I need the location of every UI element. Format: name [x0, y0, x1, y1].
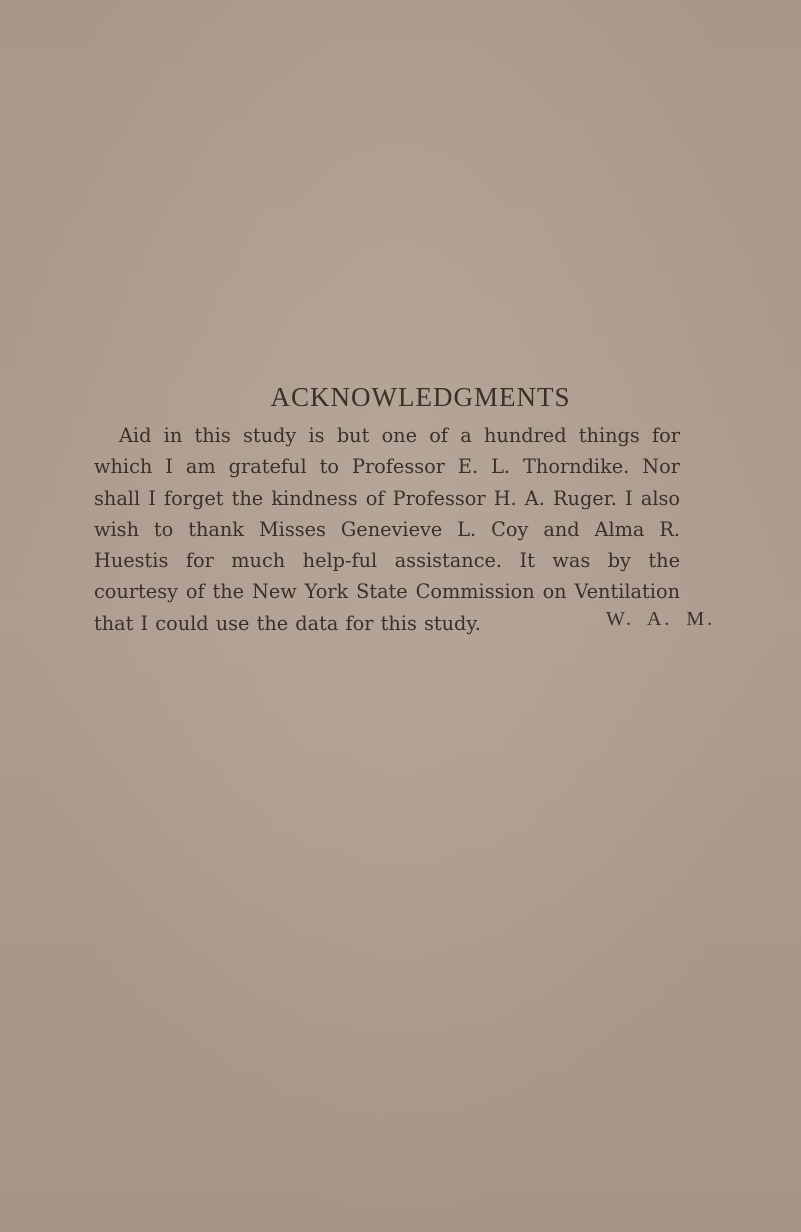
page-title: ACKNOWLEDGMENTS [270, 382, 571, 412]
acknowledgment-paragraph: Aid in this study is but one of a hundred things for which I am grateful to Professor E. L. Thorndike. Nor shall I forget the kindness of Professor H. A. Ruger. I also wish to thank Misses Genevieve L. Coy and Alma R. Huestis for much help-ful assistance. It was by the courtesy of the New York State Commission on Ventilation that I could use the data for this study. [94, 424, 680, 635]
author-initials: W. A. M. [606, 608, 716, 630]
